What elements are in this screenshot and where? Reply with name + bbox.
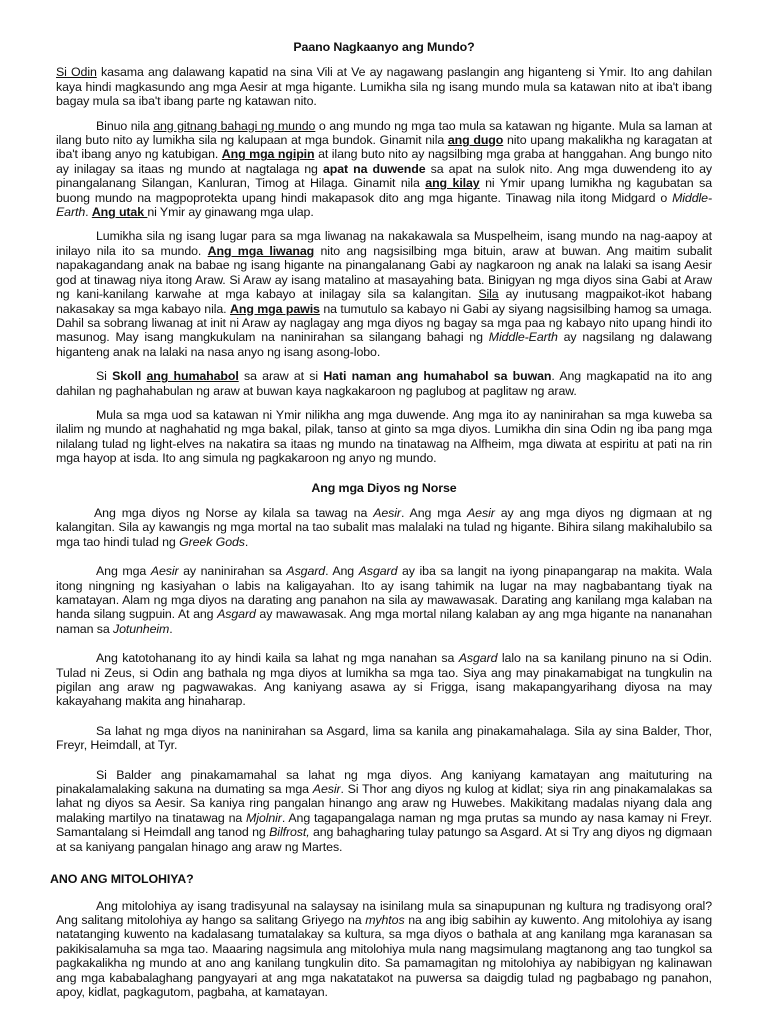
paragraph: Ang mitolohiya ay isang tradisyunal na salaysay na isinilang mula sa sinapupunan ng kultura ng tradisyong oral? Ang salitang mitolohiya ay hango sa salitang Griyego na myhtos na ang ibig sabihin ay kuwento. Ang mitolohiya ay isang natatanging kuwento na kadalasang tumatalakay sa kultura, sa mga diyos o bathala at ang kanilang mga karanasan sa pakikisalamuha sa mga tao. Maaaring nagsimula ang mitolohiya mula nang magsimulang magtanong ang tao tungkol sa pagkakalikha ng mundo at ano ang kanilang tungkulin dito. Sa pamamagitan ng mitolohiya ay nabibigyan ng kalinawan ang mga kababalaghang pangyayari at ang mga nakatatakot na puwersa sa daigdig tulad ng pagbabago ng panahon, apoy, kidlat, pagkagutom, pagbaha, at kamatayan. xyxy=(56,898,712,999)
bold-underlined-text: ang kilay xyxy=(425,176,480,191)
italic-text: Middle-Earth xyxy=(488,330,558,345)
bold-underlined-text: ang dugo xyxy=(447,133,504,148)
underlined-text: Si Odin xyxy=(56,65,97,80)
bold-underlined-text: ang humahabol xyxy=(146,369,239,384)
paragraph: Mula sa mga uod sa katawan ni Ymir nilikha ang mga duwende. Ang mga ito ay naninirahan sa mga kuweba sa ilalim ng mundo at naghahatid ng mga bakal, pilak, tanso at ginto sa mga diyos. Lumikha din sina Odin ng iba pang mga nilalang tulad ng light-elves na nakatira sa itaas ng mundo na tinatawag na Alfheim, mga diwata at espiritu at pati na rin mga hayop at isda. Ito ang simula ng pagkakaroon ng anyo ng mundo. xyxy=(56,407,712,466)
paragraph: Lumikha sila ng isang lugar para sa mga liwanag na nakakawala sa Muspelheim, isang mundo na nag-aapoy at inilayo nila ito sa mundo. Ang mga liwanag nito ang nagsisilbing mga bituin, araw at buwan. Ang maitim subalit napakagandang anak na babae ng isang higante na pinangalanang Gabi ay nagkaroon ng anak na lalaki sa isang Aesir god at tinawag niya itong Araw. Si Araw ay isang matalino at masayahing bata. Binigyan ng mga diyos sina Gabi at Araw ng kani-kanilang karwahe at mga kabayo at inilagay sila sa kalangitan. Sila ay inutusang magpaikot-ikot habang nakasakay sa mga kabayo nila. Ang mga pawis na tumutulo sa kabayo ni Gabi ay siyang nagsisilbing hamog sa umaga. Dahil sa sobrang liwanag at init ni Araw ay naglagay ang mga diyos ng bagay sa mga paa ng kabayo nito upang hindi ito masunog. May isang mangkukulam na naninirahan sa silangang bahagi ng Middle-Earth ay nagsilang ng dalawang higanteng anak na lalaki na nasa anyo ng isang asong-lobo. xyxy=(56,229,713,359)
bold-underlined-text: Ang mga ngipin xyxy=(221,147,315,162)
bold-text: Hati naman ang humahabol sa buwan xyxy=(323,369,552,384)
paragraph: Si Balder ang pinakamamahal sa lahat ng mga diyos. Ang kaniyang kamatayan ang maituturing na pinakalamalaking sakuna na dumating sa mga Aesir. Si Thor ang diyos ng kulog at kidlat; siya rin ang pinakamalakas sa lahat ng diyos sa Aesir. Sa kaniya ring pangalan hinango ang araw ng Huwebes. Makikitang madalas niyang dala ang malaking martilyo na tinatawag na Mjolnir. Ang tagapangalaga naman ng mga prutas sa mundo ay nasa kamay ni Freyr. Samantalang si Heimdall ang tanod ng Bilfrost, ang bahagharing tulay patungo sa Asgard. At si Try ang diyos ng digmaan at sa kaniyang pangalan hinago ang araw ng Martes. xyxy=(56,767,712,854)
paragraph: Si Skoll ang humahabol sa araw at si Hati naman ang humahabol sa buwan. Ang magkapatid na ito ang dahilan ng paghahabulan ng araw at buwan kaya nagkakaroon ng paglubog at paglitaw ng araw. xyxy=(56,369,713,398)
italic-text: Middle-Earth xyxy=(56,190,712,220)
bold-text: apat na duwende xyxy=(322,161,426,176)
section-title-diyos: Ang mga Diyos ng Norse xyxy=(311,480,457,495)
paragraph: Ang mga Aesir ay naninirahan sa Asgard. Ang Asgard ay iba sa langit na iyong pinapangarap na makita. Wala itong ningning ng kasiyahan o labis na kaligayahan. Ito ay isang tahimik na lugar na may nagbabantang tiyak na kamatayan. Alam ng mga diyos na darating ang panahon na sila ay mawawasak. Darating ang kanilang mga kalaban na handa silang sugpuin. At ang Asgard ay mawawasak. Ang mga mortal nilang kalaban ay ang mga higante na nananahan naman sa Jotunheim. xyxy=(56,564,713,636)
paragraph: Binuo nila ang gitnang bahagi ng mundo o ang mundo ng mga tao mula sa katawan ng higante. Mula sa laman at ilang buto nito ay lumikha sila ng kalupaan at mga bundok. Ginamit nila ang dugo nito upang makalikha ng karagatan at iba't ibang anyo ng katubigan. Ang mga ngipin at ilang buto nito ay nagsilbing mga graba at hanggahan. Ang bungo nito ay inilagay sa itaas ng mundo at nagtalaga ng apat na duwende sa apat na sulok nito. Ang mga duwendeng ito ay pinangalanang Silangan, Kanluran, Timog at Hilaga. Ginamit nila ang kilay ni Ymir upang lumikha ng kagubatan sa buong mundo na magpoprotekta upang hindi makapasok dito ang mga higante. Tinawag nila itong Midgard o Middle-Earth. Ang utak ni Ymir ay ginawang mga ulap. xyxy=(56,118,712,220)
underlined-text: ang gitnang bahagi ng mundo xyxy=(153,118,316,133)
paragraph: Ang mga diyos ng Norse ay kilala sa tawag na Aesir. Ang mga Aesir ay ang mga diyos ng digmaan at ng kalangitan. Sila ay kawangis ng mga mortal na tao subalit mas malalaki na tulad ng higante. Bihira silang makihalubilo sa mga tao hindi tulad ng Greek Gods. xyxy=(56,505,712,549)
bold-underlined-text: Ang mga pawis xyxy=(230,301,320,316)
paragraph: Sa lahat ng mga diyos na naninirahan sa Asgard, lima sa kanila ang pinakamahalaga. Sila ay sina Balder, Thor, Freyr, Heimdall, at Tyr. xyxy=(56,723,712,753)
paragraph: Ang katotohanang ito ay hindi kaila sa lahat ng mga nanahan sa Asgard lalo na sa kanilang pinuno na si Odin. Tulad ni Zeus, si Odin ang bathala ng mga diyos at lumikha sa mga tao. Siya ang may pinakamabigat na tungkulin na pigilan ang araw ng pagwawakas. Ang kaniyang asawa ay si Frigga, isang makapangyarihang diyosa na may kakayahang makita ang hinaharap. xyxy=(56,651,712,709)
section-title-mitolohiya: ANO ANG MITOLOHIYA? xyxy=(50,872,194,887)
bold-underlined-text: Ang mga liwanag xyxy=(207,243,315,258)
bold-text: Skoll xyxy=(112,369,142,384)
section-title-paano: Paano Nagkaanyo ang Mundo? xyxy=(293,40,475,54)
paragraph: Si Odin kasama ang dalawang kapatid na sina Vili at Ve ay nagawang paslangin ang higanteng si Ymir. Ito ang dahilan kaya hindi magkasundo ang mga Aesir at mga higante. Lumikha sila ng isang mundo mula sa katawan nito at iba't ibang bagay mula sa iba't ibang parte ng katawan nito. xyxy=(56,65,713,109)
underlined-text: Sila xyxy=(478,287,499,302)
bold-underlined-text: Ang utak xyxy=(91,205,148,220)
